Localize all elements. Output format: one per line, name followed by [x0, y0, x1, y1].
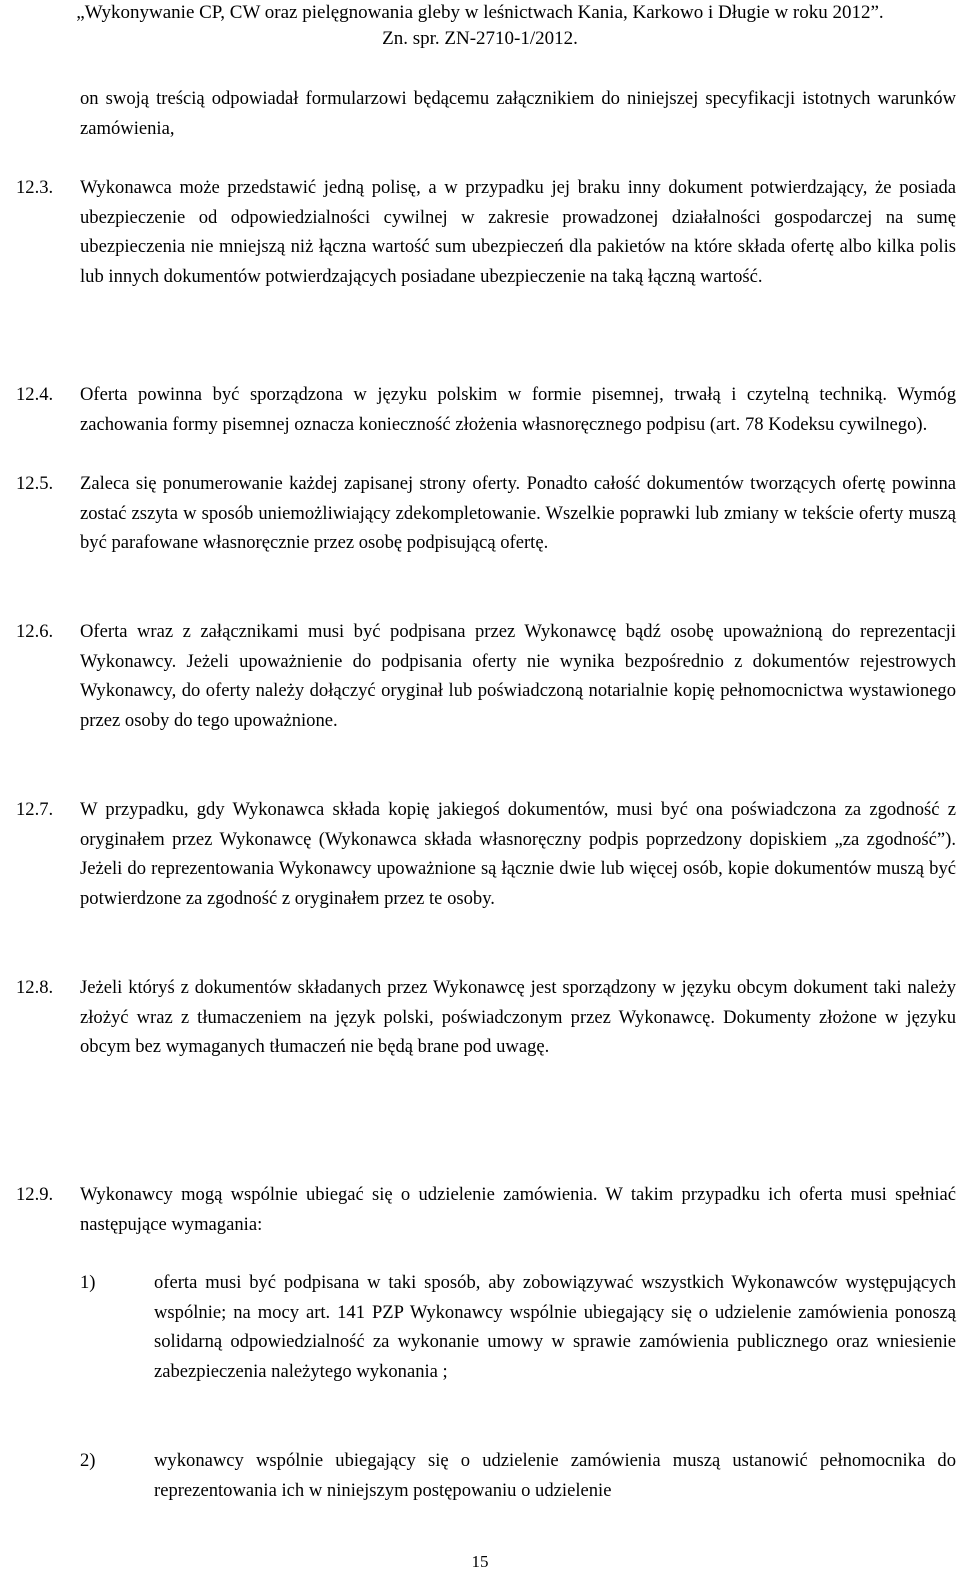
page-number: 15	[471, 1552, 489, 1571]
section-12-4	[16, 380, 956, 439]
section-text: Oferta wraz z załącznikami musi być podpisana przez Wykonawcę bądź osobę upoważnioną do reprezentacji Wykonawcy. Jeżeli upoważnienie do podpisania oferty nie wynika bezpośrednio z dokumentów rejestrowych Wykonawcy, do oferty należy dołączyć oryginał lub poświadczoną notarialnie kopię pełnomocnictwa wystawionego przez osoby do tego upoważnione.	[80, 621, 956, 731]
section-text: W przypadku, gdy Wykonawca składa kopię jakiegoś dokumentów, musi być ona poświadczona za zgodność z oryginałem przez Wykonawcę (Wykonawca składa własnoręczny podpis poprzedzony dopiskiem „za zgodność”). Jeżeli do reprezentowania Wykonawcy upoważnione są łącznie dwie lub więcej osób, kopie dokumentów muszą być potwierdzone za zgodność z oryginałem przez te osoby.	[80, 799, 956, 909]
section-text: Wykonawca może przedstawić jedną polisę, a w przypadku jej braku inny dokument potwierdzający, że posiada ubezpieczenie od odpowiedzialności cywilnej w zakresie prowadzonej działalności gospodarczej na sumę ubezpieczenia nie mniejszą niż łączna wartość sum ubezpieczeń dla pakietów na które składa ofertę albo kilka polis lub innych dokumentów potwierdzających posiadane ubezpieczenie na taką łączną wartość.	[80, 177, 956, 287]
section-number: 12.7.	[16, 799, 54, 820]
section-number: 12.3.	[16, 177, 54, 198]
section-12-8	[16, 973, 956, 1062]
section-number: 12.4.	[16, 384, 54, 405]
running-header	[0, 0, 960, 52]
list-item	[80, 1268, 956, 1386]
section-number: 12.5.	[16, 473, 54, 494]
list-item	[80, 1446, 956, 1505]
section-text: Jeżeli któryś z dokumentów składanych przez Wykonawcę jest sporządzony w języku obcym dokument taki należy złożyć wraz z tłumaczeniem na język polski, poświadczonym przez Wykonawcę. Dokumenty złożone w języku obcym bez wymaganych tłumaczeń nie będą brane pod uwagę.	[80, 977, 956, 1058]
section-text: Zaleca się ponumerowanie każdej zapisanej strony oferty. Ponadto całość dokumentów tworzących ofertę powinna zostać zszyta w sposób uniemożliwiający zdekompletowanie. Wszelkie poprawki lub zmiany w tekście oferty muszą być parafowane własnoręcznie przez osobę podpisującą ofertę.	[80, 473, 956, 554]
list-item-text: oferta musi być podpisana w taki sposób, aby zobowiązywać wszystkich Wykonawców występujących wspólnie; na mocy art. 141 PZP Wykonawcy wspólnie ubiegający się o udzielenie zamówienia ponoszą solidarną odpowiedzialność za wykonanie umowy w sprawie zamówienia publicznego oraz wniesienie zabezpieczenia należytego wykonania ;	[154, 1272, 956, 1382]
section-number: 12.6.	[16, 621, 54, 642]
section-12-5	[16, 469, 956, 558]
header-title: „Wykonywanie CP, CW oraz pielęgnowania gleby w leśnictwach Kania, Karkowo i Długie w roku 2012”.	[76, 2, 884, 23]
section-number: 12.8.	[16, 977, 54, 998]
list-item-text: wykonawcy wspólnie ubiegający się o udzielenie zamówienia muszą ustanowić pełnomocnika do reprezentowania ich w niniejszym postępowaniu o udzielenie	[154, 1450, 956, 1501]
section-text: Oferta powinna być sporządzona w języku polskim w formie pisemnej, trwałą i czytelną techniką. Wymóg zachowania formy pisemnej oznacza konieczność złożenia własnoręcznego podpisu (art. 78 Kodeksu cywilnego).	[80, 384, 956, 435]
section-12-3	[16, 173, 956, 291]
list-item-number: 2)	[80, 1450, 96, 1471]
section-12-9	[16, 1180, 956, 1239]
list-item-number: 1)	[80, 1272, 96, 1293]
section-12-6	[16, 617, 956, 735]
header-case-number: Zn. spr. ZN-2710-1/2012.	[382, 28, 578, 49]
section-text: Wykonawcy mogą wspólnie ubiegać się o udzielenie zamówienia. W takim przypadku ich oferta musi spełniać następujące wymagania:	[80, 1184, 956, 1235]
section-number: 12.9.	[16, 1184, 54, 1205]
continued-paragraph: on swoją treścią odpowiadał formularzowi będącemu załącznikiem do niniejszej specyfikacji istotnych warunków zamówienia,	[80, 88, 956, 139]
section-12-7	[16, 795, 956, 913]
